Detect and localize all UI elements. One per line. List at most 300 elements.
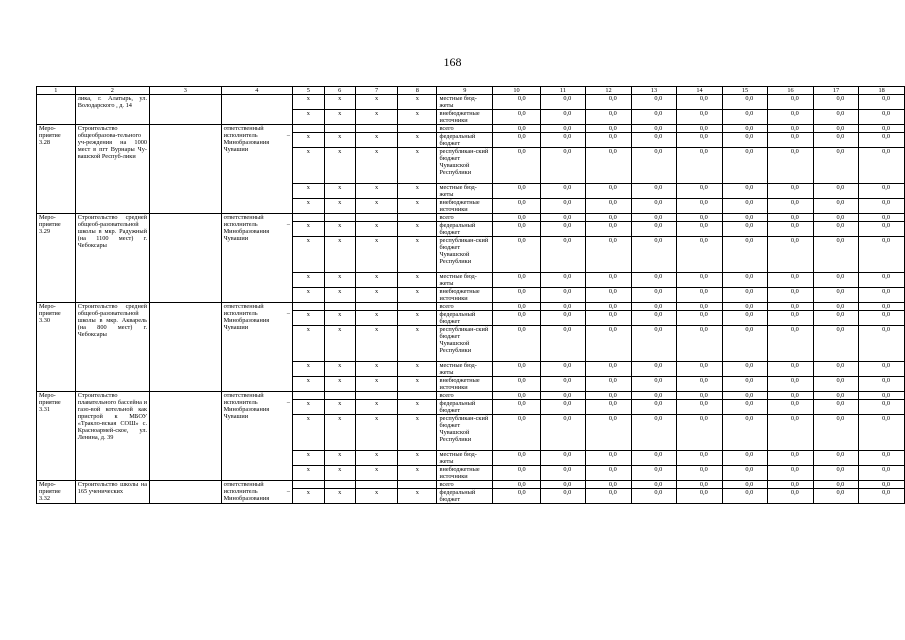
value-cell: 0,0: [586, 95, 632, 110]
column-number: 14: [677, 87, 723, 95]
code-cell: [324, 303, 355, 311]
value-cell: 0,0: [859, 288, 905, 303]
code-cell: x: [324, 110, 355, 125]
value-cell: 0,0: [722, 489, 768, 504]
executor: ответственный исполнитель – Минобразования Чувашии: [221, 392, 293, 481]
value-cell: 0,0: [631, 362, 677, 377]
column-number: 2: [75, 87, 149, 95]
value-cell: 0,0: [493, 125, 540, 133]
value-cell: 0,0: [586, 214, 632, 222]
measure-id: Меро-приятие 3.28: [37, 125, 76, 214]
value-cell: 0,0: [768, 222, 814, 237]
code-cell: x: [355, 95, 397, 110]
code-cell: x: [293, 133, 324, 148]
code-cell: x: [398, 110, 437, 125]
value-cell: 0,0: [631, 400, 677, 415]
value-cell: 0,0: [631, 451, 677, 466]
funding-source: республикан-ский бюджет Чувашской Республики: [437, 148, 493, 184]
table-row: [37, 481, 905, 489]
value-cell: 0,0: [493, 326, 540, 362]
value-cell: 0,0: [586, 377, 632, 392]
code-cell: [398, 125, 437, 133]
code-cell: [324, 481, 355, 489]
funding-source: федеральный бюджет: [437, 400, 493, 415]
value-cell: 0,0: [768, 466, 814, 481]
code-cell: x: [324, 133, 355, 148]
code-cell: x: [293, 237, 324, 273]
code-cell: x: [355, 311, 397, 326]
value-cell: 0,0: [677, 481, 723, 489]
measure-name: Строительство плавательного бассейна и газо-вой котельной как пристрой к МБОУ «Тракло-вская СОШ» с. Красноармей-ское, ул. Ленина, д. 39: [75, 392, 149, 481]
value-cell: 0,0: [813, 311, 859, 326]
value-cell: 0,0: [677, 148, 723, 184]
column-number: 1: [37, 87, 76, 95]
funding-source: всего: [437, 392, 493, 400]
value-cell: 0,0: [768, 400, 814, 415]
value-cell: 0,0: [540, 95, 586, 110]
funding-source: всего: [437, 481, 493, 489]
value-cell: 0,0: [586, 451, 632, 466]
code-cell: x: [324, 222, 355, 237]
code-cell: x: [324, 326, 355, 362]
value-cell: 0,0: [722, 311, 768, 326]
value-cell: 0,0: [493, 415, 540, 451]
value-cell: 0,0: [493, 362, 540, 377]
value-cell: 0,0: [859, 377, 905, 392]
code-cell: [355, 214, 397, 222]
funding-source: внебюджетные источники: [437, 466, 493, 481]
value-cell: 0,0: [631, 222, 677, 237]
funding-source: всего: [437, 214, 493, 222]
code-cell: x: [355, 273, 397, 288]
code-cell: x: [398, 133, 437, 148]
value-cell: 0,0: [540, 214, 586, 222]
value-cell: 0,0: [813, 415, 859, 451]
code-cell: x: [398, 451, 437, 466]
value-cell: 0,0: [859, 466, 905, 481]
code-cell: x: [324, 415, 355, 451]
value-cell: 0,0: [540, 184, 586, 199]
funding-source: федеральный бюджет: [437, 222, 493, 237]
value-cell: 0,0: [859, 148, 905, 184]
value-cell: 0,0: [586, 273, 632, 288]
value-cell: 0,0: [586, 148, 632, 184]
value-cell: 0,0: [677, 489, 723, 504]
value-cell: 0,0: [631, 392, 677, 400]
code-cell: [324, 392, 355, 400]
value-cell: 0,0: [631, 273, 677, 288]
value-cell: 0,0: [493, 184, 540, 199]
code-cell: x: [324, 466, 355, 481]
funding-source: внебюджетные источники: [437, 110, 493, 125]
value-cell: 0,0: [540, 303, 586, 311]
value-cell: 0,0: [768, 214, 814, 222]
funding-source: всего: [437, 125, 493, 133]
value-cell: 0,0: [813, 392, 859, 400]
value-cell: 0,0: [677, 222, 723, 237]
value-cell: 0,0: [677, 110, 723, 125]
value-cell: 0,0: [722, 415, 768, 451]
value-cell: 0,0: [768, 415, 814, 451]
value-cell: 0,0: [677, 214, 723, 222]
funding-source: всего: [437, 303, 493, 311]
value-cell: 0,0: [586, 392, 632, 400]
value-cell: 0,0: [586, 199, 632, 214]
code-cell: x: [355, 489, 397, 504]
column-number: 8: [398, 87, 437, 95]
code-cell: x: [398, 273, 437, 288]
code-cell: x: [355, 377, 397, 392]
value-cell: 0,0: [586, 326, 632, 362]
code-cell: x: [398, 415, 437, 451]
value-cell: 0,0: [540, 199, 586, 214]
value-cell: 0,0: [631, 133, 677, 148]
value-cell: 0,0: [631, 326, 677, 362]
value-cell: 0,0: [540, 311, 586, 326]
code-cell: x: [324, 311, 355, 326]
value-cell: 0,0: [631, 303, 677, 311]
code-cell: [398, 392, 437, 400]
value-cell: 0,0: [859, 311, 905, 326]
executor: ответственный исполнитель – Минобразования: [221, 481, 293, 504]
funding-source: республикан-ский бюджет Чувашской Республики: [437, 237, 493, 273]
code-cell: x: [324, 362, 355, 377]
value-cell: 0,0: [540, 392, 586, 400]
code-cell: [293, 125, 324, 133]
value-cell: 0,0: [768, 392, 814, 400]
value-cell: 0,0: [768, 326, 814, 362]
code-cell: x: [398, 326, 437, 362]
value-cell: 0,0: [813, 199, 859, 214]
value-cell: 0,0: [586, 311, 632, 326]
value-cell: 0,0: [493, 273, 540, 288]
value-cell: 0,0: [768, 288, 814, 303]
value-cell: 0,0: [768, 148, 814, 184]
column-number-row: [37, 87, 905, 95]
value-cell: 0,0: [586, 489, 632, 504]
value-cell: 0,0: [586, 222, 632, 237]
value-cell: 0,0: [813, 125, 859, 133]
code-cell: x: [324, 451, 355, 466]
value-cell: 0,0: [540, 133, 586, 148]
funding-source: федеральный бюджет: [437, 311, 493, 326]
code-cell: x: [355, 288, 397, 303]
value-cell: 0,0: [813, 95, 859, 110]
table-row: [37, 303, 905, 311]
value-cell: 0,0: [677, 400, 723, 415]
value-cell: 0,0: [722, 451, 768, 466]
value-cell: 0,0: [859, 237, 905, 273]
code-cell: [293, 481, 324, 489]
code-cell: x: [355, 326, 397, 362]
value-cell: 0,0: [493, 377, 540, 392]
value-cell: 0,0: [813, 237, 859, 273]
funding-source: федеральный бюджет: [437, 133, 493, 148]
value-cell: 0,0: [493, 481, 540, 489]
column-number: 17: [813, 87, 859, 95]
code-cell: [355, 125, 397, 133]
value-cell: 0,0: [813, 489, 859, 504]
code-cell: x: [355, 237, 397, 273]
value-cell: 0,0: [722, 214, 768, 222]
value-cell: 0,0: [631, 184, 677, 199]
value-cell: 0,0: [586, 237, 632, 273]
value-cell: 0,0: [813, 133, 859, 148]
executor: ответственный исполнитель – Минобразования Чувашии: [221, 125, 293, 214]
funding-source: внебюджетные источники: [437, 288, 493, 303]
value-cell: 0,0: [540, 400, 586, 415]
value-cell: 0,0: [859, 392, 905, 400]
value-cell: 0,0: [540, 451, 586, 466]
code-cell: x: [324, 489, 355, 504]
code-cell: x: [293, 466, 324, 481]
code-cell: x: [355, 362, 397, 377]
value-cell: 0,0: [631, 214, 677, 222]
value-cell: 0,0: [586, 303, 632, 311]
value-cell: 0,0: [859, 362, 905, 377]
code-cell: x: [355, 400, 397, 415]
value-cell: 0,0: [722, 199, 768, 214]
value-cell: 0,0: [677, 133, 723, 148]
value-cell: 0,0: [859, 133, 905, 148]
code-cell: x: [324, 377, 355, 392]
empty-col-3: [150, 303, 222, 392]
column-number: 9: [437, 87, 493, 95]
value-cell: 0,0: [722, 184, 768, 199]
code-cell: x: [293, 377, 324, 392]
value-cell: 0,0: [493, 237, 540, 273]
value-cell: 0,0: [722, 362, 768, 377]
code-cell: x: [355, 199, 397, 214]
funding-source: местные бюд-жеты: [437, 273, 493, 288]
value-cell: 0,0: [540, 148, 586, 184]
value-cell: 0,0: [859, 451, 905, 466]
value-cell: 0,0: [631, 481, 677, 489]
table-row: [37, 125, 905, 133]
value-cell: 0,0: [859, 125, 905, 133]
value-cell: 0,0: [540, 222, 586, 237]
value-cell: 0,0: [631, 415, 677, 451]
value-cell: 0,0: [631, 95, 677, 110]
value-cell: 0,0: [859, 489, 905, 504]
code-cell: x: [355, 222, 397, 237]
code-cell: x: [398, 95, 437, 110]
empty-col-3: [150, 125, 222, 214]
code-cell: [293, 214, 324, 222]
funding-source: внебюджетные источники: [437, 199, 493, 214]
budget-table: [36, 86, 905, 504]
code-cell: x: [324, 199, 355, 214]
value-cell: 0,0: [540, 326, 586, 362]
value-cell: 0,0: [677, 199, 723, 214]
column-number: 10: [493, 87, 540, 95]
value-cell: 0,0: [859, 273, 905, 288]
value-cell: 0,0: [859, 326, 905, 362]
code-cell: x: [293, 199, 324, 214]
value-cell: 0,0: [813, 466, 859, 481]
value-cell: 0,0: [677, 415, 723, 451]
code-cell: x: [293, 273, 324, 288]
code-cell: x: [398, 199, 437, 214]
code-cell: [398, 303, 437, 311]
value-cell: 0,0: [813, 303, 859, 311]
code-cell: x: [293, 451, 324, 466]
value-cell: 0,0: [722, 326, 768, 362]
column-number: 16: [768, 87, 814, 95]
value-cell: 0,0: [768, 311, 814, 326]
code-cell: x: [293, 362, 324, 377]
code-cell: x: [293, 184, 324, 199]
code-cell: [293, 303, 324, 311]
value-cell: 0,0: [768, 125, 814, 133]
column-number: 12: [586, 87, 632, 95]
value-cell: 0,0: [493, 451, 540, 466]
value-cell: 0,0: [493, 489, 540, 504]
value-cell: 0,0: [768, 362, 814, 377]
value-cell: 0,0: [493, 303, 540, 311]
value-cell: 0,0: [677, 362, 723, 377]
code-cell: x: [293, 110, 324, 125]
code-cell: x: [293, 222, 324, 237]
value-cell: 0,0: [493, 95, 540, 110]
code-cell: [355, 303, 397, 311]
funding-source: местные бюд-жеты: [437, 184, 493, 199]
value-cell: 0,0: [493, 148, 540, 184]
value-cell: 0,0: [722, 303, 768, 311]
code-cell: x: [355, 148, 397, 184]
value-cell: 0,0: [540, 481, 586, 489]
value-cell: 0,0: [493, 288, 540, 303]
code-cell: x: [398, 311, 437, 326]
value-cell: 0,0: [631, 237, 677, 273]
code-cell: x: [324, 184, 355, 199]
value-cell: 0,0: [540, 237, 586, 273]
column-number: 5: [293, 87, 324, 95]
value-cell: 0,0: [677, 125, 723, 133]
value-cell: 0,0: [722, 95, 768, 110]
column-number: 11: [540, 87, 586, 95]
value-cell: 0,0: [722, 377, 768, 392]
column-number: 3: [150, 87, 222, 95]
value-cell: 0,0: [722, 400, 768, 415]
value-cell: 0,0: [631, 110, 677, 125]
value-cell: 0,0: [768, 273, 814, 288]
column-number: 7: [355, 87, 397, 95]
value-cell: 0,0: [859, 110, 905, 125]
funding-source: местные бюд-жеты: [437, 362, 493, 377]
code-cell: x: [355, 451, 397, 466]
value-cell: 0,0: [493, 199, 540, 214]
value-cell: 0,0: [677, 326, 723, 362]
value-cell: 0,0: [722, 288, 768, 303]
code-cell: x: [398, 400, 437, 415]
code-cell: x: [355, 133, 397, 148]
empty-col-3: [150, 214, 222, 303]
table-row: [37, 392, 905, 400]
value-cell: 0,0: [859, 95, 905, 110]
page-number: 168: [443, 55, 462, 69]
funding-source: местные бюд-жеты: [437, 451, 493, 466]
code-cell: x: [398, 222, 437, 237]
code-cell: [398, 481, 437, 489]
measure-name: лика, г. Алатырь, ул. Володарского , д. 14: [75, 95, 149, 125]
value-cell: 0,0: [631, 288, 677, 303]
value-cell: 0,0: [493, 222, 540, 237]
empty-col-3: [150, 95, 222, 125]
value-cell: 0,0: [677, 288, 723, 303]
value-cell: 0,0: [586, 125, 632, 133]
measure-id: Меро-приятие 3.32: [37, 481, 76, 504]
value-cell: 0,0: [631, 148, 677, 184]
code-cell: x: [293, 489, 324, 504]
measure-id: Меро-приятие 3.31: [37, 392, 76, 481]
value-cell: 0,0: [540, 415, 586, 451]
code-cell: [398, 214, 437, 222]
value-cell: 0,0: [722, 466, 768, 481]
value-cell: 0,0: [677, 303, 723, 311]
value-cell: 0,0: [631, 199, 677, 214]
code-cell: x: [293, 148, 324, 184]
value-cell: 0,0: [813, 214, 859, 222]
value-cell: 0,0: [768, 95, 814, 110]
value-cell: 0,0: [493, 466, 540, 481]
code-cell: x: [324, 273, 355, 288]
column-number: 13: [631, 87, 677, 95]
column-number: 4: [221, 87, 293, 95]
value-cell: 0,0: [677, 184, 723, 199]
code-cell: x: [293, 400, 324, 415]
value-cell: 0,0: [677, 273, 723, 288]
value-cell: 0,0: [859, 415, 905, 451]
value-cell: 0,0: [813, 110, 859, 125]
measure-id: [37, 95, 76, 125]
value-cell: 0,0: [768, 237, 814, 273]
funding-source: республикан-ский бюджет Чувашской Республики: [437, 326, 493, 362]
value-cell: 0,0: [586, 466, 632, 481]
value-cell: 0,0: [677, 451, 723, 466]
column-number: 6: [324, 87, 355, 95]
table-row: [37, 95, 905, 110]
value-cell: 0,0: [677, 392, 723, 400]
value-cell: 0,0: [540, 377, 586, 392]
value-cell: 0,0: [768, 377, 814, 392]
value-cell: 0,0: [677, 311, 723, 326]
value-cell: 0,0: [859, 222, 905, 237]
code-cell: x: [293, 326, 324, 362]
code-cell: x: [398, 466, 437, 481]
value-cell: 0,0: [540, 288, 586, 303]
value-cell: 0,0: [677, 466, 723, 481]
value-cell: 0,0: [586, 481, 632, 489]
code-cell: [293, 392, 324, 400]
code-cell: x: [293, 288, 324, 303]
value-cell: 0,0: [722, 133, 768, 148]
code-cell: x: [398, 362, 437, 377]
value-cell: 0,0: [631, 377, 677, 392]
executor: [221, 95, 293, 125]
value-cell: 0,0: [540, 273, 586, 288]
value-cell: 0,0: [586, 400, 632, 415]
funding-source: внебюджетные источники: [437, 377, 493, 392]
value-cell: 0,0: [540, 110, 586, 125]
value-cell: 0,0: [677, 237, 723, 273]
empty-col-3: [150, 481, 222, 504]
value-cell: 0,0: [768, 184, 814, 199]
value-cell: 0,0: [813, 451, 859, 466]
value-cell: 0,0: [813, 273, 859, 288]
funding-source: местные бюд-жеты: [437, 95, 493, 110]
value-cell: 0,0: [493, 133, 540, 148]
